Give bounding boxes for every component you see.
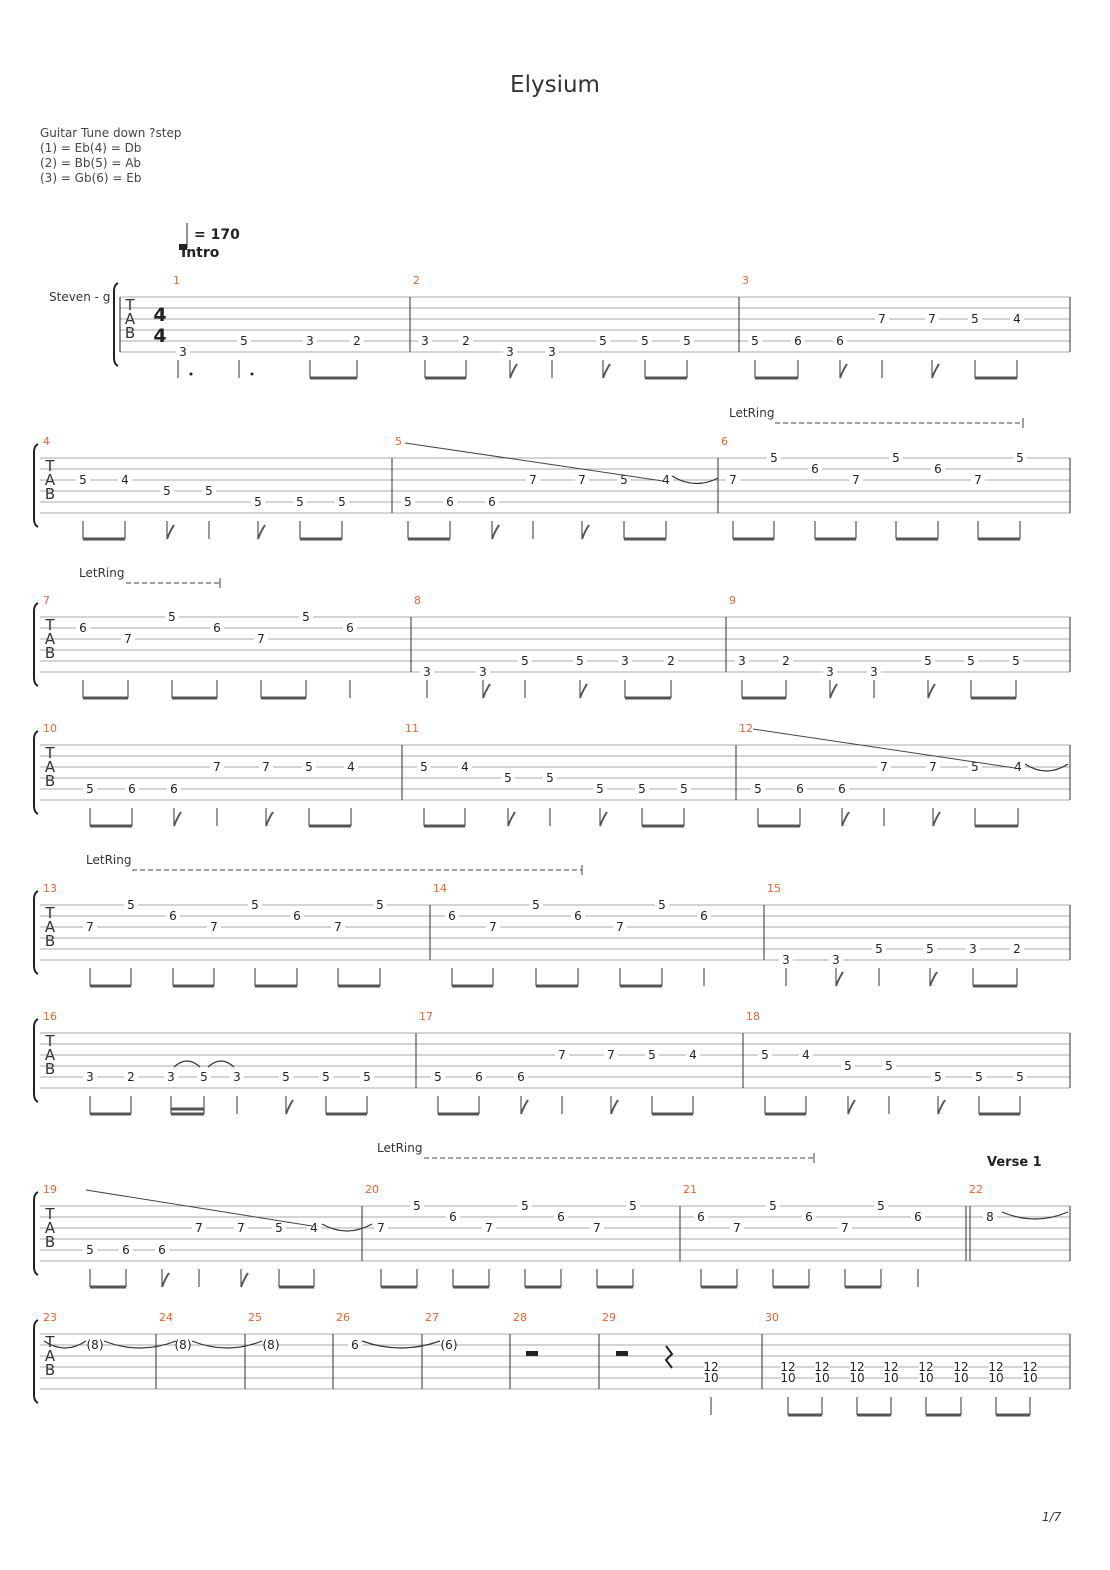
- fret-number: 5: [844, 1059, 852, 1073]
- note-flag: [603, 364, 610, 378]
- note-flag: [611, 1100, 618, 1114]
- fret-number: 3: [179, 345, 187, 359]
- fret-number: 4: [1014, 760, 1022, 774]
- fret-number: 7: [124, 632, 132, 646]
- note-flag: [508, 812, 515, 826]
- tab-system: [34, 1010, 1070, 1114]
- fret-number: 5: [975, 1070, 983, 1084]
- fret-number: 12: [703, 1360, 719, 1374]
- fret-number: 7: [257, 632, 265, 646]
- fret-number: 5: [127, 898, 135, 912]
- fret-number: 6: [811, 462, 819, 476]
- instrument-label: Steven - g: [49, 290, 111, 304]
- fret-number: 3: [167, 1070, 175, 1084]
- fret-number: 6: [574, 909, 582, 923]
- fret-number: 5: [1016, 1070, 1024, 1084]
- fret-number: 6: [838, 782, 846, 796]
- fret-number: 6: [934, 462, 942, 476]
- fret-number: 12: [953, 1360, 969, 1374]
- fret-number: 3: [306, 334, 314, 348]
- tab-clef-letter: A: [44, 630, 56, 648]
- tab-clef-letter: B: [44, 1361, 56, 1379]
- note-flag: [510, 364, 517, 378]
- fret-number: 5: [1012, 654, 1020, 668]
- song-title: Elysium: [510, 72, 600, 98]
- fret-number: 7: [489, 920, 497, 934]
- time-signature-top: 4: [153, 304, 167, 326]
- fret-number: 6: [557, 1210, 565, 1224]
- fret-number: 5: [404, 495, 412, 509]
- measure-number: 25: [248, 1311, 262, 1324]
- fret-number: 7: [529, 473, 537, 487]
- tab-clef-letter: A: [44, 918, 56, 936]
- fret-number: 5: [86, 782, 94, 796]
- system-bracket: [34, 1320, 38, 1403]
- fret-number: 7: [377, 1221, 385, 1235]
- fret-number: 7: [558, 1048, 566, 1062]
- fret-number: 5: [86, 1243, 94, 1257]
- quarter-rest: [666, 1346, 672, 1368]
- fret-number: 5: [754, 782, 762, 796]
- fret-number: 12: [849, 1360, 865, 1374]
- fret-number: 6: [351, 1338, 359, 1352]
- fret-number: 7: [195, 1221, 203, 1235]
- fret-number: 5: [770, 451, 778, 465]
- measure-number: 1: [173, 274, 180, 287]
- fret-number: 5: [971, 312, 979, 326]
- fret-number: 5: [680, 782, 688, 796]
- tab-clef-letter: T: [45, 744, 55, 762]
- let-ring-label: LetRing: [86, 853, 132, 867]
- measure-number: 6: [721, 435, 728, 448]
- fret-number: 6: [836, 334, 844, 348]
- note-flag: [266, 812, 273, 826]
- fret-number: 5: [924, 654, 932, 668]
- fret-number: 10: [883, 1371, 899, 1385]
- fret-number: 3: [870, 665, 878, 679]
- tempo-marking: [179, 223, 240, 261]
- fret-number: 2: [127, 1070, 135, 1084]
- fret-number: 6: [914, 1210, 922, 1224]
- note-flag: [492, 525, 499, 539]
- fret-number: 5: [638, 782, 646, 796]
- fret-number: 5: [596, 782, 604, 796]
- fret-number: 5: [254, 495, 262, 509]
- fret-number: 6: [697, 1210, 705, 1224]
- note-flag: [938, 1100, 945, 1114]
- fret-number: 5: [200, 1070, 208, 1084]
- tab-clef-letter: A: [44, 471, 56, 489]
- tab-system: [34, 594, 1070, 698]
- fret-number: 5: [629, 1199, 637, 1213]
- measure-number: 23: [43, 1311, 57, 1324]
- tab-system: [34, 722, 1070, 826]
- half-rest: [526, 1351, 538, 1356]
- fret-number: 5: [205, 484, 213, 498]
- measure-number: 28: [513, 1311, 527, 1324]
- note-flag: [580, 684, 587, 698]
- system-bracket: [34, 444, 38, 527]
- tab-clef-letter: B: [44, 644, 56, 662]
- fret-number: 4: [689, 1048, 697, 1062]
- measure-number: 3: [742, 274, 749, 287]
- fret-number: 7: [593, 1221, 601, 1235]
- fret-number: 7: [852, 473, 860, 487]
- half-rest: [616, 1351, 628, 1356]
- fret-number: 5: [251, 898, 259, 912]
- fret-number: 5: [648, 1048, 656, 1062]
- fret-number: 5: [885, 1059, 893, 1073]
- fret-number: 5: [967, 654, 975, 668]
- measure-number: 17: [419, 1010, 433, 1023]
- note-flag: [483, 684, 490, 698]
- fret-number: 10: [918, 1371, 934, 1385]
- note-flag: [286, 1100, 293, 1114]
- fret-number: 7: [729, 473, 737, 487]
- fret-number: 5: [296, 495, 304, 509]
- fret-number: 2: [782, 654, 790, 668]
- note-flag: [836, 972, 843, 986]
- measure-number: 16: [43, 1010, 57, 1023]
- fret-number: 5: [420, 760, 428, 774]
- fret-number: 10: [780, 1371, 796, 1385]
- fret-number: 7: [334, 920, 342, 934]
- fret-number: 10: [953, 1371, 969, 1385]
- fret-number: 5: [877, 1199, 885, 1213]
- fret-number: 5: [761, 1048, 769, 1062]
- fret-number: 7: [928, 312, 936, 326]
- tab-clef-letter: A: [44, 1219, 56, 1237]
- fret-number: 5: [275, 1221, 283, 1235]
- fret-number: 5: [434, 1070, 442, 1084]
- fret-number: 12: [883, 1360, 899, 1374]
- measure-number: 2: [413, 274, 420, 287]
- fret-number: 5: [599, 334, 607, 348]
- fret-number: 7: [237, 1221, 245, 1235]
- fret-number: 7: [878, 312, 886, 326]
- let-ring-label: LetRing: [377, 1141, 423, 1155]
- fret-number: 4: [662, 473, 670, 487]
- measure-number: 27: [425, 1311, 439, 1324]
- fret-number: 3: [86, 1070, 94, 1084]
- tab-clef-letter: B: [44, 485, 56, 503]
- section-verse: Verse 1: [987, 1155, 1042, 1170]
- note-flag: [582, 525, 589, 539]
- fret-number: 4: [1013, 312, 1021, 326]
- fret-number: 5: [163, 484, 171, 498]
- note-flag: [830, 684, 837, 698]
- fret-number: 6: [213, 621, 221, 635]
- fret-number: 6: [128, 782, 136, 796]
- time-signature-bottom: 4: [153, 325, 167, 347]
- fret-number: 3: [423, 665, 431, 679]
- tempo-value: = 170: [194, 227, 240, 243]
- fret-number: 5: [683, 334, 691, 348]
- fret-number: 5: [875, 942, 883, 956]
- fret-number: 6: [700, 909, 708, 923]
- fret-number: 6: [794, 334, 802, 348]
- tab-clef-letter: B: [44, 1060, 56, 1078]
- fret-number: 4: [347, 760, 355, 774]
- system-bracket: [114, 283, 118, 366]
- fret-number: 5: [521, 654, 529, 668]
- fret-number: 6: [79, 621, 87, 635]
- fret-number: 6: [170, 782, 178, 796]
- fret-number: 2: [667, 654, 675, 668]
- fret-number: 5: [620, 473, 628, 487]
- system-bracket: [34, 1192, 38, 1275]
- fret-number: 5: [1016, 451, 1024, 465]
- fret-number: (6): [440, 1338, 458, 1352]
- fret-number: 5: [282, 1070, 290, 1084]
- measure-number: 13: [43, 882, 57, 895]
- note-flag: [174, 812, 181, 826]
- measure-number: 29: [602, 1311, 616, 1324]
- fret-number: 10: [988, 1371, 1004, 1385]
- fret-number: 3: [782, 953, 790, 967]
- measure-number: 9: [729, 594, 736, 607]
- fret-number: 7: [616, 920, 624, 934]
- measure-number: 8: [414, 594, 421, 607]
- page-number: 1/7: [1042, 1510, 1062, 1524]
- fret-number: 5: [769, 1199, 777, 1213]
- tab-system: [34, 1311, 1070, 1415]
- tie-arc: [1002, 1212, 1068, 1219]
- fret-number: 5: [79, 473, 87, 487]
- fret-number: 5: [751, 334, 759, 348]
- fret-number: 5: [504, 771, 512, 785]
- fret-number: 5: [322, 1070, 330, 1084]
- fret-number: 7: [880, 760, 888, 774]
- fret-number: 7: [974, 473, 982, 487]
- tab-clef-letter: T: [45, 1205, 55, 1223]
- tab-clef-letter: T: [125, 296, 135, 314]
- tab-system: [114, 274, 1070, 378]
- fret-number: 12: [780, 1360, 796, 1374]
- fret-number: 3: [832, 953, 840, 967]
- note-flag: [162, 1273, 169, 1287]
- measure-number: 15: [767, 882, 781, 895]
- fret-number: 5: [413, 1199, 421, 1213]
- measure-number: 14: [433, 882, 447, 895]
- fret-number: 5: [305, 760, 313, 774]
- fret-number: 6: [122, 1243, 130, 1257]
- fret-number: 3: [621, 654, 629, 668]
- note-flag: [848, 1100, 855, 1114]
- note-flag: [241, 1273, 248, 1287]
- fret-number: 5: [240, 334, 248, 348]
- system-bracket: [34, 731, 38, 814]
- measure-number: 21: [683, 1183, 697, 1196]
- note-flag: [600, 812, 607, 826]
- fret-number: 5: [892, 451, 900, 465]
- tab-clef-letter: T: [45, 457, 55, 475]
- system-bracket: [34, 1019, 38, 1102]
- note-flag: [932, 364, 939, 378]
- note-flag: [930, 972, 937, 986]
- fret-number: 5: [338, 495, 346, 509]
- fret-number: 5: [926, 942, 934, 956]
- note-flag: [521, 1100, 528, 1114]
- fret-number: 5: [302, 610, 310, 624]
- fret-number: 7: [210, 920, 218, 934]
- measure-number: 30: [765, 1311, 779, 1324]
- tab-systems: [34, 274, 1070, 1415]
- fret-number: 10: [1022, 1371, 1038, 1385]
- fret-number: 6: [346, 621, 354, 635]
- tuning-line: (3) = Gb(6) = Eb: [40, 171, 142, 185]
- fret-number: 2: [1013, 942, 1021, 956]
- fret-number: 3: [233, 1070, 241, 1084]
- fret-number: 7: [262, 760, 270, 774]
- fret-number: 5: [576, 654, 584, 668]
- tab-system: [34, 1183, 1070, 1287]
- measure-number: 12: [739, 722, 753, 735]
- let-ring-label: LetRing: [729, 406, 775, 420]
- fret-number: 6: [488, 495, 496, 509]
- tab-system: [34, 435, 1070, 539]
- fret-number: 5: [658, 898, 666, 912]
- tab-clef-letter: B: [44, 772, 56, 790]
- fret-number: 8: [986, 1210, 994, 1224]
- tab-clef-letter: T: [45, 616, 55, 634]
- fret-number: 10: [703, 1371, 719, 1385]
- fret-number: 5: [168, 610, 176, 624]
- fret-number: 7: [485, 1221, 493, 1235]
- fret-number: (8): [174, 1338, 192, 1352]
- fret-number: 3: [738, 654, 746, 668]
- fret-number: 7: [841, 1221, 849, 1235]
- tab-clef-letter: B: [44, 932, 56, 950]
- tuning-heading: Guitar Tune down ?step: [40, 126, 182, 140]
- fret-number: 12: [814, 1360, 830, 1374]
- tab-clef-letter: T: [45, 1032, 55, 1050]
- note-flag: [258, 525, 265, 539]
- measure-number: 4: [43, 435, 50, 448]
- fret-number: 5: [971, 760, 979, 774]
- fret-number: 2: [462, 334, 470, 348]
- fret-number: 7: [929, 760, 937, 774]
- note-flag: [928, 684, 935, 698]
- measure-number: 24: [159, 1311, 173, 1324]
- fret-number: 6: [796, 782, 804, 796]
- tab-clef-letter: T: [45, 1333, 55, 1351]
- tuning-line: (1) = Eb(4) = Db: [40, 141, 142, 155]
- tab-clef-letter: B: [124, 324, 136, 342]
- tab-clef-letter: A: [44, 1347, 56, 1365]
- fret-number: 3: [969, 942, 977, 956]
- let-ring-label: LetRing: [79, 566, 125, 580]
- fret-number: 6: [169, 909, 177, 923]
- fret-number: 12: [918, 1360, 934, 1374]
- fret-number: 10: [814, 1371, 830, 1385]
- measure-number: 19: [43, 1183, 57, 1196]
- section-intro: Intro: [181, 245, 220, 261]
- measure-number: 5: [395, 435, 402, 448]
- fret-number: 5: [532, 898, 540, 912]
- fret-number: 6: [293, 909, 301, 923]
- note-flag: [167, 525, 174, 539]
- fret-number: 5: [934, 1070, 942, 1084]
- fret-number: 7: [607, 1048, 615, 1062]
- fret-number: 3: [506, 345, 514, 359]
- note-flag: [840, 364, 847, 378]
- tab-clef-letter: A: [44, 758, 56, 776]
- fret-number: 7: [578, 473, 586, 487]
- tab-clef-letter: A: [44, 1046, 56, 1064]
- fret-number: 7: [213, 760, 221, 774]
- fret-number: 6: [475, 1070, 483, 1084]
- fret-number: 7: [733, 1221, 741, 1235]
- tab-clef-letter: T: [45, 904, 55, 922]
- fret-number: 3: [826, 665, 834, 679]
- fret-number: 3: [548, 345, 556, 359]
- note-flag: [842, 812, 849, 826]
- fret-number: 4: [802, 1048, 810, 1062]
- fret-number: (8): [262, 1338, 280, 1352]
- fret-number: 10: [849, 1371, 865, 1385]
- measure-number: 22: [969, 1183, 983, 1196]
- fret-number: 6: [517, 1070, 525, 1084]
- note-flag: [933, 812, 940, 826]
- fret-number: 4: [310, 1221, 318, 1235]
- system-bracket: [34, 891, 38, 974]
- fret-number: 6: [446, 495, 454, 509]
- measure-number: 26: [336, 1311, 350, 1324]
- fret-number: 3: [479, 665, 487, 679]
- fret-number: 5: [546, 771, 554, 785]
- fret-number: 5: [641, 334, 649, 348]
- fret-number: 12: [988, 1360, 1004, 1374]
- tuning-line: (2) = Bb(5) = Ab: [40, 156, 142, 170]
- fret-number: 6: [805, 1210, 813, 1224]
- fret-number: 6: [158, 1243, 166, 1257]
- tab-clef-letter: B: [44, 1233, 56, 1251]
- tab-system: [34, 882, 1070, 986]
- fret-number: 5: [376, 898, 384, 912]
- dot: [190, 373, 193, 376]
- fret-number: 3: [421, 334, 429, 348]
- fret-number: 7: [86, 920, 94, 934]
- fret-number: 4: [121, 473, 129, 487]
- fret-number: 12: [1022, 1360, 1038, 1374]
- dot: [251, 373, 254, 376]
- fret-number: (8): [86, 1338, 104, 1352]
- fret-number: 5: [521, 1199, 529, 1213]
- measure-number: 10: [43, 722, 57, 735]
- fret-number: 6: [448, 909, 456, 923]
- measure-number: 18: [746, 1010, 760, 1023]
- measure-number: 20: [365, 1183, 379, 1196]
- fret-number: 5: [363, 1070, 371, 1084]
- measure-number: 11: [405, 722, 419, 735]
- measure-number: 7: [43, 594, 50, 607]
- system-bracket: [34, 603, 38, 686]
- fret-number: 6: [449, 1210, 457, 1224]
- fret-number: 4: [461, 760, 469, 774]
- fret-number: 2: [353, 334, 361, 348]
- tab-clef-letter: A: [124, 310, 136, 328]
